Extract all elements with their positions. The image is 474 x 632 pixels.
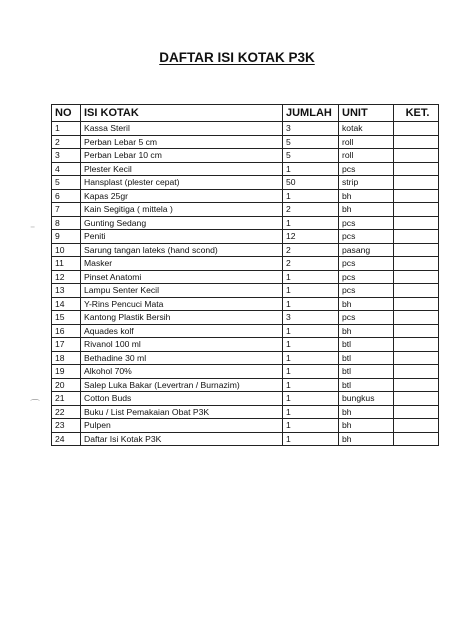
cell-ket <box>394 419 439 433</box>
cell-jumlah: 2 <box>283 203 339 217</box>
cell-no: 21 <box>52 392 81 406</box>
cell-jumlah: 3 <box>283 311 339 325</box>
cell-no: 5 <box>52 176 81 190</box>
cell-unit: bh <box>339 405 394 419</box>
table-body <box>52 122 439 446</box>
p3k-table <box>51 104 439 446</box>
cell-no: 18 <box>52 351 81 365</box>
cell-ket <box>394 162 439 176</box>
cell-unit: pcs <box>339 270 394 284</box>
cell-unit: pasang <box>339 243 394 257</box>
cell-no: 4 <box>52 162 81 176</box>
cell-no: 22 <box>52 405 81 419</box>
cell-ket <box>394 405 439 419</box>
cell-jumlah: 1 <box>283 405 339 419</box>
cell-item: Perban Lebar 10 cm <box>81 149 283 163</box>
table-row <box>52 135 439 149</box>
table-row <box>52 203 439 217</box>
cell-unit: bh <box>339 419 394 433</box>
cell-jumlah: 1 <box>283 365 339 379</box>
cell-ket <box>394 284 439 298</box>
cell-item: Kapas 25gr <box>81 189 283 203</box>
cell-unit: pcs <box>339 311 394 325</box>
cell-item: Rivanol 100 ml <box>81 338 283 352</box>
cell-no: 24 <box>52 432 81 446</box>
cell-jumlah: 1 <box>283 419 339 433</box>
page-title <box>0 50 474 65</box>
table-row <box>52 149 439 163</box>
cell-item: Lampu Senter Kecil <box>81 284 283 298</box>
cell-jumlah: 1 <box>283 432 339 446</box>
cell-unit: btl <box>339 378 394 392</box>
cell-ket <box>394 135 439 149</box>
table-row <box>52 257 439 271</box>
cell-unit: bh <box>339 432 394 446</box>
cell-ket <box>394 230 439 244</box>
cell-ket <box>394 189 439 203</box>
cell-unit: pcs <box>339 230 394 244</box>
cell-ket <box>394 216 439 230</box>
table-row <box>52 405 439 419</box>
table-row <box>52 351 439 365</box>
table-row <box>52 189 439 203</box>
scan-mark: ⁻ <box>30 224 36 235</box>
cell-no: 8 <box>52 216 81 230</box>
cell-no: 23 <box>52 419 81 433</box>
table-row <box>52 230 439 244</box>
header-no: NO <box>52 105 81 122</box>
cell-no: 14 <box>52 297 81 311</box>
cell-item: Kain Segitiga ( mittela ) <box>81 203 283 217</box>
cell-item: Y-Rins Pencuci Mata <box>81 297 283 311</box>
cell-no: 16 <box>52 324 81 338</box>
cell-unit: strip <box>339 176 394 190</box>
cell-unit: roll <box>339 149 394 163</box>
cell-unit: bh <box>339 324 394 338</box>
cell-jumlah: 1 <box>283 162 339 176</box>
cell-jumlah: 1 <box>283 392 339 406</box>
cell-ket <box>394 378 439 392</box>
cell-item: Sarung tangan lateks (hand scond) <box>81 243 283 257</box>
cell-unit: bungkus <box>339 392 394 406</box>
table-row <box>52 419 439 433</box>
cell-unit: btl <box>339 365 394 379</box>
table-row <box>52 311 439 325</box>
table-row <box>52 432 439 446</box>
header-jumlah: JUMLAH <box>283 105 339 122</box>
table-row <box>52 270 439 284</box>
table-header-row <box>52 105 439 122</box>
cell-no: 12 <box>52 270 81 284</box>
cell-unit: btl <box>339 338 394 352</box>
header-unit: UNIT <box>339 105 394 122</box>
cell-jumlah: 1 <box>283 216 339 230</box>
cell-item: Perban Lebar 5 cm <box>81 135 283 149</box>
cell-jumlah: 1 <box>283 189 339 203</box>
table-row <box>52 297 439 311</box>
cell-item: Kassa Steril <box>81 122 283 136</box>
cell-ket <box>394 149 439 163</box>
title-text: DAFTAR ISI KOTAK P3K <box>159 50 315 65</box>
cell-no: 11 <box>52 257 81 271</box>
cell-jumlah: 1 <box>283 270 339 284</box>
cell-ket <box>394 243 439 257</box>
table-row <box>52 176 439 190</box>
cell-ket <box>394 432 439 446</box>
cell-item: Kantong Plastik Bersih <box>81 311 283 325</box>
cell-ket <box>394 122 439 136</box>
cell-jumlah: 1 <box>283 297 339 311</box>
cell-jumlah: 50 <box>283 176 339 190</box>
cell-item: Bethadine 30 ml <box>81 351 283 365</box>
cell-ket <box>394 365 439 379</box>
cell-unit: pcs <box>339 284 394 298</box>
cell-unit: kotak <box>339 122 394 136</box>
table-row <box>52 243 439 257</box>
cell-item: Buku / List Pemakaian Obat P3K <box>81 405 283 419</box>
cell-jumlah: 2 <box>283 243 339 257</box>
cell-no: 13 <box>52 284 81 298</box>
cell-jumlah: 3 <box>283 122 339 136</box>
table-row <box>52 216 439 230</box>
table-row <box>52 122 439 136</box>
cell-ket <box>394 203 439 217</box>
cell-no: 6 <box>52 189 81 203</box>
cell-unit: pcs <box>339 162 394 176</box>
cell-unit: bh <box>339 189 394 203</box>
cell-unit: btl <box>339 351 394 365</box>
cell-unit: pcs <box>339 216 394 230</box>
cell-no: 1 <box>52 122 81 136</box>
cell-jumlah: 1 <box>283 338 339 352</box>
cell-no: 2 <box>52 135 81 149</box>
cell-ket <box>394 176 439 190</box>
cell-no: 9 <box>52 230 81 244</box>
cell-no: 10 <box>52 243 81 257</box>
header-ket: KET. <box>394 105 439 122</box>
cell-ket <box>394 311 439 325</box>
cell-ket <box>394 270 439 284</box>
cell-item: Aquades kolf <box>81 324 283 338</box>
cell-jumlah: 2 <box>283 257 339 271</box>
cell-item: Salep Luka Bakar (Levertran / Burnazim) <box>81 378 283 392</box>
table-row <box>52 338 439 352</box>
cell-unit: pcs <box>339 257 394 271</box>
cell-no: 3 <box>52 149 81 163</box>
table-row <box>52 365 439 379</box>
cell-jumlah: 1 <box>283 324 339 338</box>
cell-ket <box>394 297 439 311</box>
table-row <box>52 284 439 298</box>
cell-jumlah: 1 <box>283 378 339 392</box>
cell-ket <box>394 338 439 352</box>
table-row <box>52 162 439 176</box>
cell-no: 19 <box>52 365 81 379</box>
cell-ket <box>394 257 439 271</box>
table-row <box>52 392 439 406</box>
cell-item: Plester Kecil <box>81 162 283 176</box>
cell-item: Alkohol 70% <box>81 365 283 379</box>
table-row <box>52 324 439 338</box>
cell-item: Hansplast (plester cepat) <box>81 176 283 190</box>
cell-no: 20 <box>52 378 81 392</box>
table-row <box>52 378 439 392</box>
cell-item: Masker <box>81 257 283 271</box>
cell-ket <box>394 324 439 338</box>
cell-item: Pulpen <box>81 419 283 433</box>
cell-item: Cotton Buds <box>81 392 283 406</box>
cell-item: Daftar Isi Kotak P3K <box>81 432 283 446</box>
cell-item: Peniti <box>81 230 283 244</box>
scan-mark: ⌒ <box>30 400 40 411</box>
cell-unit: bh <box>339 203 394 217</box>
cell-jumlah: 12 <box>283 230 339 244</box>
header-item: ISI KOTAK <box>81 105 283 122</box>
cell-no: 7 <box>52 203 81 217</box>
cell-item: Pinset Anatomi <box>81 270 283 284</box>
cell-no: 17 <box>52 338 81 352</box>
cell-jumlah: 5 <box>283 149 339 163</box>
cell-jumlah: 5 <box>283 135 339 149</box>
cell-unit: bh <box>339 297 394 311</box>
cell-item: Gunting Sedang <box>81 216 283 230</box>
cell-ket <box>394 351 439 365</box>
cell-unit: roll <box>339 135 394 149</box>
cell-jumlah: 1 <box>283 284 339 298</box>
cell-jumlah: 1 <box>283 351 339 365</box>
cell-no: 15 <box>52 311 81 325</box>
cell-ket <box>394 392 439 406</box>
